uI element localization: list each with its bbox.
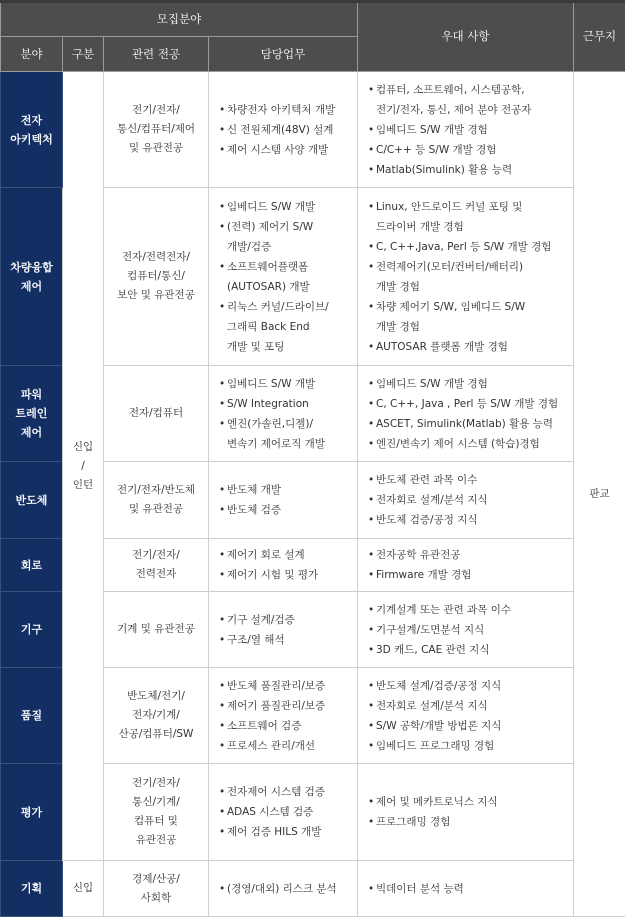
preference-item: • 전자공학 유관전공 xyxy=(368,545,573,565)
duty-item: • 제어 검증 HILS 개발 xyxy=(219,822,357,842)
preference-item: • 전자회로 설계/분석 지식 xyxy=(368,490,573,510)
duty-list xyxy=(209,879,357,899)
preference-item: • 컴퓨터, 소프트웨어, 시스템공학, 전기/전자, 통신, 제어 분야 전공자 xyxy=(368,80,573,120)
major-header: 관련 전공 xyxy=(104,37,209,72)
preference-item: • 반도체 관련 과목 이수 xyxy=(368,470,573,490)
field-header: 분야 xyxy=(1,37,63,72)
duty-cell xyxy=(209,366,358,462)
duty-item: • (전력) 제어기 S/W 개발/검증 xyxy=(219,217,357,257)
preference-item: • 프로그래밍 경험 xyxy=(368,812,573,832)
preference-item: • 임베디드 프로그래밍 경험 xyxy=(368,736,573,756)
duty-item: • (경영/대외) 리스크 분석 xyxy=(219,879,357,899)
duty-item: • ADAS 시스템 검증 xyxy=(219,802,357,822)
duty-item: • 반도체 개발 xyxy=(219,480,357,500)
major-cell: 전기/전자/반도체 및 유관전공 xyxy=(104,462,209,539)
duty-list xyxy=(209,374,357,454)
preference-item: • C/C++ 등 S/W 개발 경험 xyxy=(368,140,573,160)
duty-header: 담당업무 xyxy=(209,37,358,72)
preference-item: • Matlab(Simulink) 활용 능력 xyxy=(368,160,573,180)
preference-item: • AUTOSAR 플랫폼 개발 경험 xyxy=(368,337,573,357)
major-cell: 전기/전자/ 통신/컴퓨터/제어 및 유관전공 xyxy=(104,72,209,188)
duty-item: • 기구 설계/검증 xyxy=(219,610,357,630)
duty-cell xyxy=(209,861,358,917)
duty-list xyxy=(209,610,357,650)
table-body xyxy=(1,72,625,917)
duty-item: • 구조/열 해석 xyxy=(219,630,357,650)
duty-item: • 소프트웨어 검증 xyxy=(219,716,357,736)
preference-cell xyxy=(358,462,574,539)
duty-cell xyxy=(209,188,358,366)
category-cell: 신입 / 인턴 xyxy=(63,72,104,861)
preference-cell xyxy=(358,72,574,188)
field-cell: 회로 xyxy=(1,539,63,592)
major-cell: 기계 및 유관전공 xyxy=(104,592,209,668)
recruit-field-header: 모집분야 xyxy=(1,1,358,37)
major-cell: 전기/전자/ 전력전자 xyxy=(104,539,209,592)
preference-list xyxy=(358,676,573,756)
preference-item: • 기계설계 또는 관련 과목 이수 xyxy=(368,600,573,620)
duty-item: • 프로세스 관리/개선 xyxy=(219,736,357,756)
field-cell: 반도체 xyxy=(1,462,63,539)
duty-cell xyxy=(209,764,358,861)
preference-item: • 전력제어기(모터/컨버터/배터리) 개발 경험 xyxy=(368,257,573,297)
location-cell: 판교 xyxy=(574,72,625,917)
preference-item: • 차량 제어기 S/W, 임베디드 S/W 개발 경험 xyxy=(368,297,573,337)
category-header: 구분 xyxy=(63,37,104,72)
duty-item: • 리눅스 커널/드라이브/ 그래픽 Back End 개발 및 포팅 xyxy=(219,297,357,357)
preference-list xyxy=(358,197,573,357)
preference-cell xyxy=(358,539,574,592)
preference-item: • Firmware 개발 경험 xyxy=(368,565,573,585)
duty-cell xyxy=(209,462,358,539)
preference-list xyxy=(358,374,573,454)
major-cell: 전기/전자/ 통신/기계/ 컴퓨터 및 유관전공 xyxy=(104,764,209,861)
field-cell: 파워 트레인 제어 xyxy=(1,366,63,462)
preference-item: • 임베디드 S/W 개발 경험 xyxy=(368,120,573,140)
preference-cell xyxy=(358,188,574,366)
preference-item: • S/W 공학/개발 방법론 지식 xyxy=(368,716,573,736)
preference-header: 우대 사항 xyxy=(358,1,574,72)
preference-item: • 반도체 설계/검증/공정 지식 xyxy=(368,676,573,696)
table-row xyxy=(1,72,625,188)
preference-list xyxy=(358,879,573,899)
duty-item: • S/W Integration xyxy=(219,394,357,414)
preference-list xyxy=(358,80,573,180)
field-cell: 기구 xyxy=(1,592,63,668)
preference-list xyxy=(358,545,573,585)
duty-list xyxy=(209,782,357,842)
preference-item: • 임베디드 S/W 개발 경험 xyxy=(368,374,573,394)
preference-item: • 빅데이터 분석 능력 xyxy=(368,879,573,899)
duty-item: • 제어기 시험 및 평가 xyxy=(219,565,357,585)
location-header: 근무지 xyxy=(574,1,625,72)
preference-cell xyxy=(358,668,574,764)
table-row xyxy=(1,861,625,917)
major-cell: 반도체/전기/ 전자/기계/ 산공/컴퓨터/SW xyxy=(104,668,209,764)
field-cell: 평가 xyxy=(1,764,63,861)
duty-item: • 신 전원체계(48V) 설계 xyxy=(219,120,357,140)
duty-cell xyxy=(209,72,358,188)
duty-item: • 전자제어 시스템 검증 xyxy=(219,782,357,802)
preference-cell xyxy=(358,366,574,462)
preference-item: • 기구설계/도면분석 지식 xyxy=(368,620,573,640)
duty-item: • 반도체 품질관리/보증 xyxy=(219,676,357,696)
duty-cell xyxy=(209,668,358,764)
preference-list xyxy=(358,600,573,660)
duty-item: • 임베디드 S/W 개발 xyxy=(219,374,357,394)
preference-item: • 엔진/변속기 제어 시스템 (학습)경험 xyxy=(368,434,573,454)
preference-cell xyxy=(358,592,574,668)
duty-list xyxy=(209,197,357,357)
category-cell: 신입 xyxy=(63,861,104,917)
field-cell: 기획 xyxy=(1,861,63,917)
preference-list xyxy=(358,792,573,832)
preference-item: • ASCET, Simulink(Matlab) 활용 능력 xyxy=(368,414,573,434)
duty-item: • 제어 시스템 사양 개발 xyxy=(219,140,357,160)
header-row-1 xyxy=(1,1,625,37)
preference-item: • 3D 캐드, CAE 관련 지식 xyxy=(368,640,573,660)
duty-item: • 제어기 회로 설계 xyxy=(219,545,357,565)
duty-list xyxy=(209,545,357,585)
duty-item: • 소프트웨어플랫폼 (AUTOSAR) 개발 xyxy=(219,257,357,297)
preference-item: • C, C++,Java, Perl 등 S/W 개발 경험 xyxy=(368,237,573,257)
top-border xyxy=(0,0,625,3)
major-cell: 전자/컴퓨터 xyxy=(104,366,209,462)
preference-item: • Linux, 안드로이드 커널 포팅 및 드라이버 개발 경험 xyxy=(368,197,573,237)
duty-list xyxy=(209,480,357,520)
duty-cell xyxy=(209,539,358,592)
duty-item: • 차량전자 아키텍처 개발 xyxy=(219,100,357,120)
major-cell: 전자/전력전자/ 컴퓨터/통신/ 보안 및 유관전공 xyxy=(104,188,209,366)
duty-item: • 제어기 품질관리/보증 xyxy=(219,696,357,716)
preference-item: • 전자회로 설계/분석 지식 xyxy=(368,696,573,716)
duty-item: • 반도체 검증 xyxy=(219,500,357,520)
duty-cell xyxy=(209,592,358,668)
preference-list xyxy=(358,470,573,530)
duty-item: • 임베디드 S/W 개발 xyxy=(219,197,357,217)
field-cell: 차량융합 제어 xyxy=(1,188,63,366)
field-cell: 전자 아키텍처 xyxy=(1,72,63,188)
field-cell: 품질 xyxy=(1,668,63,764)
preference-item: • C, C++, Java , Perl 등 S/W 개발 경험 xyxy=(368,394,573,414)
duty-list xyxy=(209,676,357,756)
duty-item: • 엔진(가솔린,디젤)/ 변속기 제어로직 개발 xyxy=(219,414,357,454)
preference-cell xyxy=(358,764,574,861)
major-cell: 경제/산공/ 사회학 xyxy=(104,861,209,917)
preference-item: • 반도체 검증/공정 지식 xyxy=(368,510,573,530)
preference-item: • 제어 및 메카트로닉스 지식 xyxy=(368,792,573,812)
duty-list xyxy=(209,100,357,160)
preference-cell xyxy=(358,861,574,917)
